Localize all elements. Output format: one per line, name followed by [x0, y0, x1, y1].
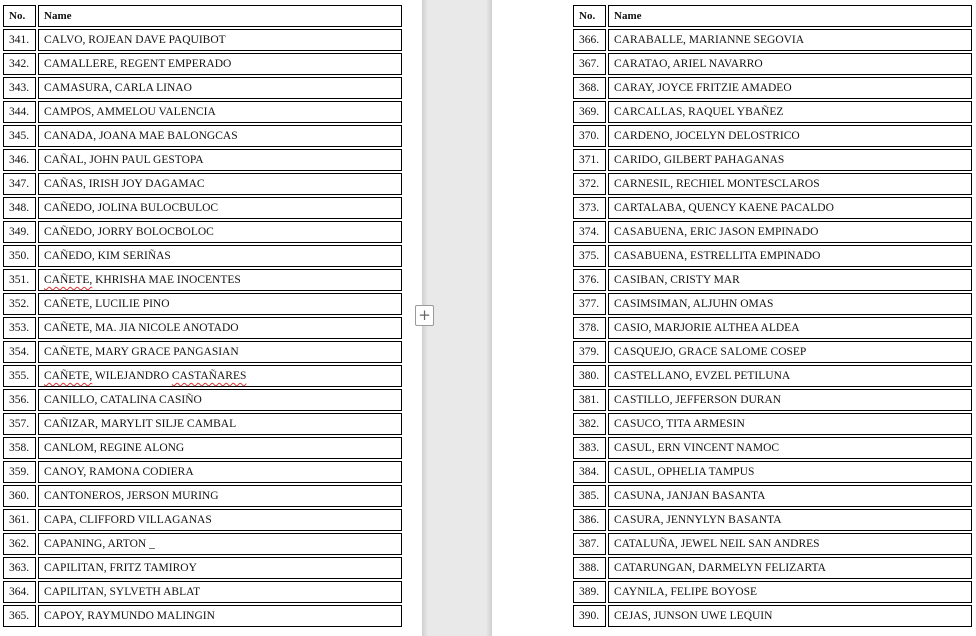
row-number: 364.	[3, 581, 36, 603]
row-name: CEJAS, JUNSON UWE LEQUIN	[608, 605, 972, 627]
row-name: CAÑEDO, JOLINA BULOCBULOC	[38, 197, 402, 219]
row-number: 365.	[3, 605, 36, 627]
row-number: 343.	[3, 77, 36, 99]
row-name: CAPILITAN, SYLVETH ABLAT	[38, 581, 402, 603]
row-name: CASIMSIMAN, ALJUHN OMAS	[608, 293, 972, 315]
row-name: CAÑAL, JOHN PAUL GESTOPA	[38, 149, 402, 171]
table-row	[573, 413, 972, 435]
table-row	[573, 365, 972, 387]
table-row	[3, 269, 402, 291]
header-name: Name	[38, 5, 402, 27]
table-row	[573, 29, 972, 51]
table-row	[3, 389, 402, 411]
header-name: Name	[608, 5, 972, 27]
row-name: CAÑETE, WILEJANDRO CASTAÑARES	[38, 365, 402, 387]
row-number: 345.	[3, 125, 36, 147]
table-row	[573, 269, 972, 291]
row-number: 372.	[573, 173, 606, 195]
table-row	[573, 317, 972, 339]
row-number: 388.	[573, 557, 606, 579]
row-number: 371.	[573, 149, 606, 171]
row-name: CASABUENA, ESTRELLITA EMPINADO	[608, 245, 972, 267]
row-name: CAMALLERE, REGENT EMPERADO	[38, 53, 402, 75]
row-number: 378.	[573, 317, 606, 339]
row-number: 385.	[573, 485, 606, 507]
table-row	[573, 341, 972, 363]
table-row	[3, 29, 402, 51]
row-name: CANADA, JOANA MAE BALONGCAS	[38, 125, 402, 147]
row-name: CARAY, JOYCE FRITZIE AMADEO	[608, 77, 972, 99]
row-name: CARDENO, JOCELYN DELOSTRICO	[608, 125, 972, 147]
row-number: 377.	[573, 293, 606, 315]
table-row	[3, 125, 402, 147]
row-name: CASURA, JENNYLYN BASANTA	[608, 509, 972, 531]
table-row	[573, 437, 972, 459]
table-row	[573, 149, 972, 171]
row-number: 379.	[573, 341, 606, 363]
row-name: CARATAO, ARIEL NAVARRO	[608, 53, 972, 75]
row-name: CASIBAN, CRISTY MAR	[608, 269, 972, 291]
table-row	[3, 557, 402, 579]
row-name: CAÑIZAR, MARYLIT SILJE CAMBAL	[38, 413, 402, 435]
table-row	[573, 461, 972, 483]
table-row	[3, 197, 402, 219]
row-name: CARNESIL, RECHIEL MONTESCLAROS	[608, 173, 972, 195]
row-number: 382.	[573, 413, 606, 435]
row-name: CARTALABA, QUENCY KAENE PACALDO	[608, 197, 972, 219]
row-number: 390.	[573, 605, 606, 627]
row-name: CANILLO, CATALINA CASIÑO	[38, 389, 402, 411]
table-header-row	[3, 5, 402, 27]
document-page-left	[0, 0, 422, 636]
row-name: CANOY, RAMONA CODIERA	[38, 461, 402, 483]
row-name: CASTILLO, JEFFERSON DURAN	[608, 389, 972, 411]
row-number: 373.	[573, 197, 606, 219]
table-row	[3, 173, 402, 195]
header-no: No.	[3, 5, 36, 27]
row-name: CASIO, MARJORIE ALTHEA ALDEA	[608, 317, 972, 339]
row-name: CAÑEDO, KIM SERIÑAS	[38, 245, 402, 267]
table-row	[3, 365, 402, 387]
row-name: CAPOY, RAYMUNDO MALINGIN	[38, 605, 402, 627]
row-name: CAYNILA, FELIPE BOYOSE	[608, 581, 972, 603]
table-row	[573, 557, 972, 579]
table-row	[573, 533, 972, 555]
row-name: CAÑETE, MARY GRACE PANGASIAN	[38, 341, 402, 363]
row-number: 387.	[573, 533, 606, 555]
table-row	[3, 341, 402, 363]
row-number: 383.	[573, 437, 606, 459]
row-number: 347.	[3, 173, 36, 195]
row-number: 362.	[3, 533, 36, 555]
row-number: 354.	[3, 341, 36, 363]
row-number: 356.	[3, 389, 36, 411]
row-number: 374.	[573, 221, 606, 243]
row-number: 363.	[3, 557, 36, 579]
table-row	[3, 149, 402, 171]
plus-icon: +	[418, 306, 431, 324]
row-name: CASTELLANO, EVZEL PETILUNA	[608, 365, 972, 387]
row-number: 350.	[3, 245, 36, 267]
table-row	[3, 245, 402, 267]
row-number: 348.	[3, 197, 36, 219]
row-name: CANLOM, REGINE ALONG	[38, 437, 402, 459]
table-row	[3, 509, 402, 531]
row-number: 349.	[3, 221, 36, 243]
row-name: CATALUÑA, JEWEL NEIL SAN ANDRES	[608, 533, 972, 555]
row-name: CASQUEJO, GRACE SALOME COSEP	[608, 341, 972, 363]
table-row	[3, 461, 402, 483]
row-name: CAMPOS, AMMELOU VALENCIA	[38, 101, 402, 123]
row-name: CASUL, OPHELIA TAMPUS	[608, 461, 972, 483]
row-name: CARABALLE, MARIANNE SEGOVIA	[608, 29, 972, 51]
row-name: CAÑAS, IRISH JOY DAGAMAC	[38, 173, 402, 195]
row-number: 386.	[573, 509, 606, 531]
table-row	[573, 77, 972, 99]
row-number: 361.	[3, 509, 36, 531]
table-row	[3, 533, 402, 555]
table-row	[3, 293, 402, 315]
document-page-right	[492, 0, 976, 636]
table-row	[573, 101, 972, 123]
roster-table-left	[1, 3, 404, 629]
row-name: CAMASURA, CARLA LINAO	[38, 77, 402, 99]
table-header-row	[573, 5, 972, 27]
table-row	[573, 293, 972, 315]
table-row	[3, 77, 402, 99]
row-number: 352.	[3, 293, 36, 315]
row-number: 367.	[573, 53, 606, 75]
table-row	[573, 581, 972, 603]
row-name: CAÑETE, MA. JIA NICOLE ANOTADO	[38, 317, 402, 339]
row-number: 346.	[3, 149, 36, 171]
row-number: 351.	[3, 269, 36, 291]
row-name: CATARUNGAN, DARMELYN FELIZARTA	[608, 557, 972, 579]
table-row	[573, 173, 972, 195]
row-number: 341.	[3, 29, 36, 51]
table-row	[3, 221, 402, 243]
row-name: CAPANING, ARTON _	[38, 533, 402, 555]
row-name: CAÑEDO, JORRY BOLOCBOLOC	[38, 221, 402, 243]
table-row	[573, 605, 972, 627]
row-name: CASUL, ERN VINCENT NAMOC	[608, 437, 972, 459]
row-number: 384.	[573, 461, 606, 483]
row-number: 360.	[3, 485, 36, 507]
table-row	[573, 509, 972, 531]
row-number: 358.	[3, 437, 36, 459]
table-row	[573, 125, 972, 147]
table-row	[3, 437, 402, 459]
row-name: CANTONEROS, JERSON MURING	[38, 485, 402, 507]
row-name: CAPILITAN, FRITZ TAMIROY	[38, 557, 402, 579]
row-number: 353.	[3, 317, 36, 339]
row-number: 389.	[573, 581, 606, 603]
row-number: 344.	[3, 101, 36, 123]
row-number: 359.	[3, 461, 36, 483]
table-row	[573, 389, 972, 411]
row-number: 380.	[573, 365, 606, 387]
row-name: CASABUENA, ERIC JASON EMPINADO	[608, 221, 972, 243]
table-row	[3, 317, 402, 339]
row-number: 366.	[573, 29, 606, 51]
row-number: 376.	[573, 269, 606, 291]
row-name: CASUNA, JANJAN BASANTA	[608, 485, 972, 507]
row-number: 369.	[573, 101, 606, 123]
table-row	[3, 485, 402, 507]
table-row	[3, 605, 402, 627]
row-name: CARCALLAS, RAQUEL YBAÑEZ	[608, 101, 972, 123]
row-name: CASUCO, TITA ARMESIN	[608, 413, 972, 435]
row-name: CAPA, CLIFFORD VILLAGANAS	[38, 509, 402, 531]
row-name: CAÑETE, LUCILIE PINO	[38, 293, 402, 315]
row-name: CALVO, ROJEAN DAVE PAQUIBOT	[38, 29, 402, 51]
row-number: 355.	[3, 365, 36, 387]
table-row	[573, 221, 972, 243]
table-row	[573, 485, 972, 507]
table-row	[573, 53, 972, 75]
table-row	[3, 101, 402, 123]
roster-table-right	[571, 3, 974, 629]
table-row	[573, 197, 972, 219]
header-no: No.	[573, 5, 606, 27]
row-number: 381.	[573, 389, 606, 411]
table-row	[3, 413, 402, 435]
row-name: CAÑETE, KHRISHA MAE INOCENTES	[38, 269, 402, 291]
table-row	[3, 581, 402, 603]
row-number: 357.	[3, 413, 36, 435]
table-row	[573, 245, 972, 267]
row-number: 342.	[3, 53, 36, 75]
row-number: 370.	[573, 125, 606, 147]
row-name: CARIDO, GILBERT PAHAGANAS	[608, 149, 972, 171]
row-number: 375.	[573, 245, 606, 267]
row-number: 368.	[573, 77, 606, 99]
table-row	[3, 53, 402, 75]
add-table-button[interactable]	[415, 305, 434, 326]
